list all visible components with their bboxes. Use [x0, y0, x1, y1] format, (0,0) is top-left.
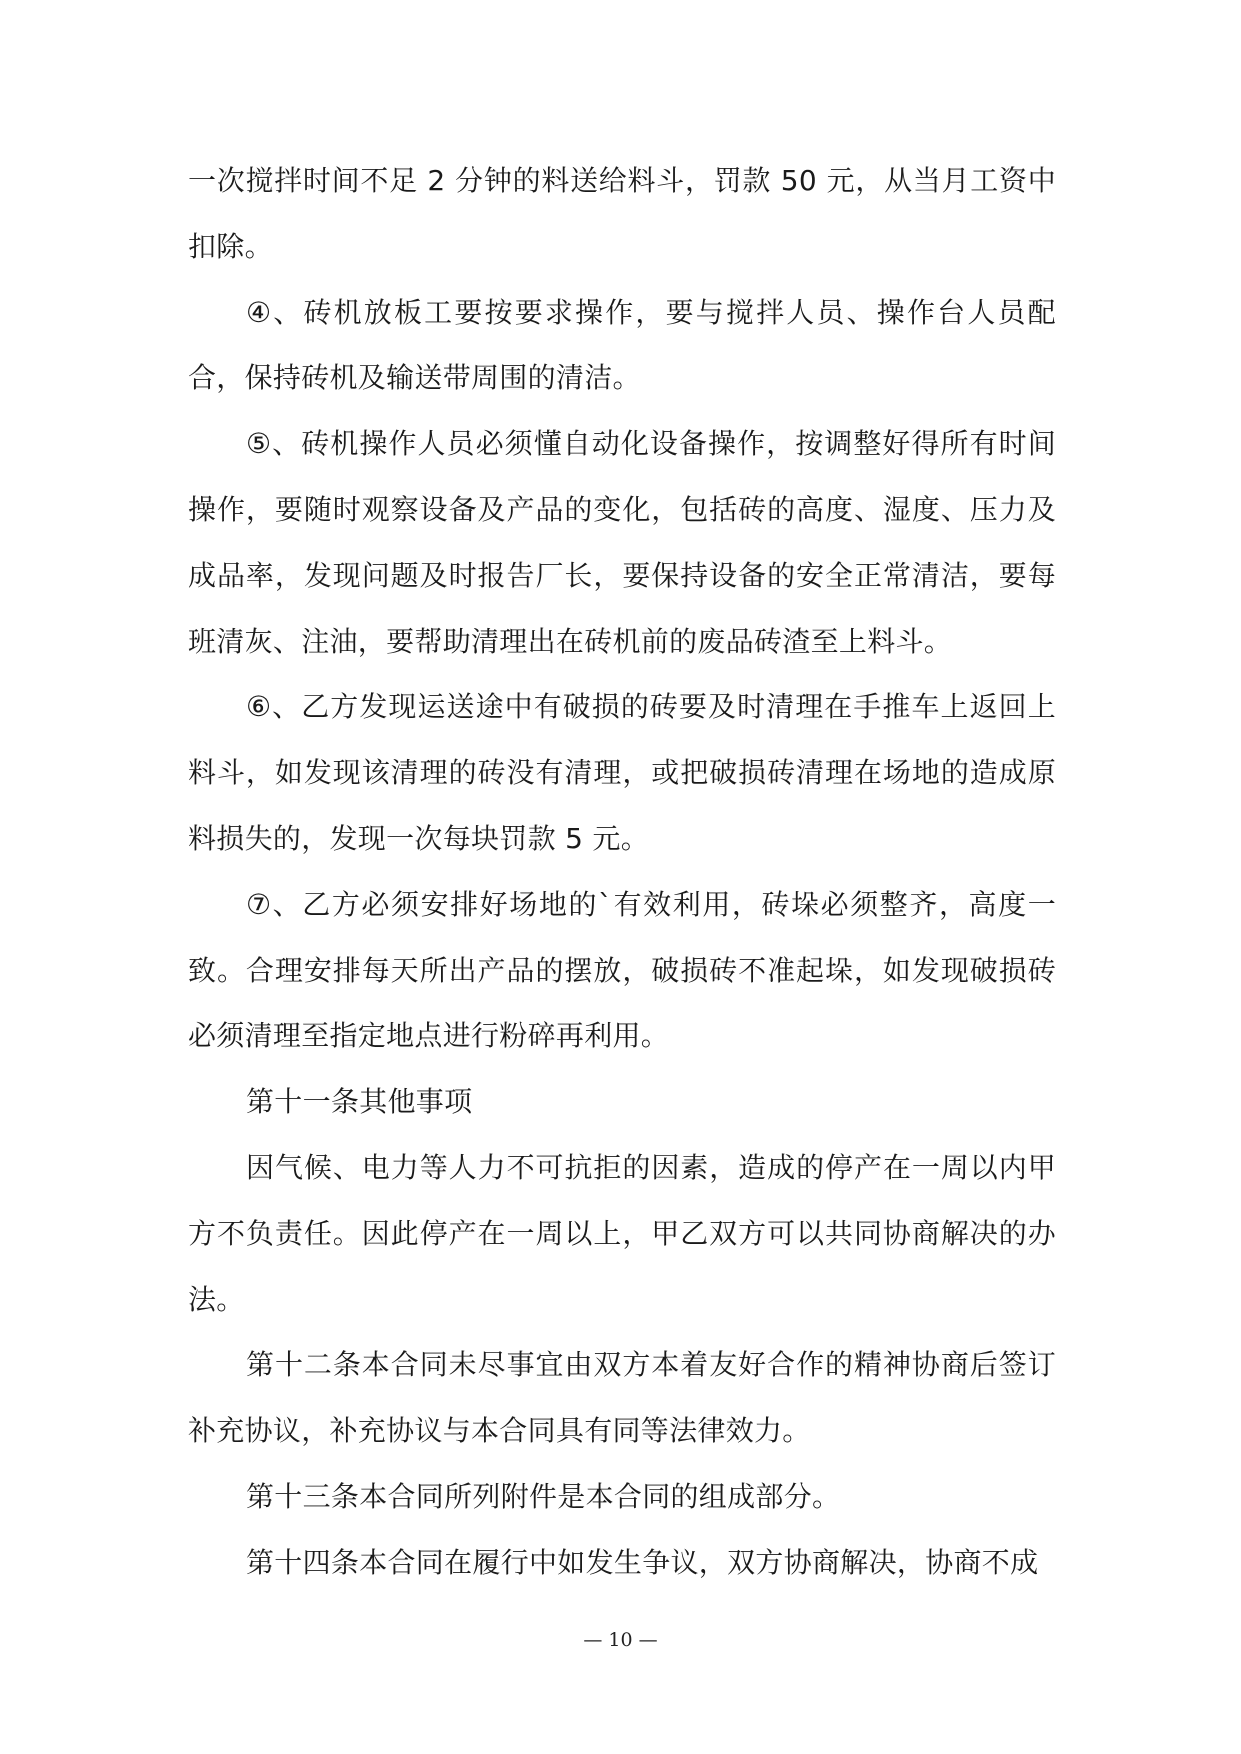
paragraph-article-14: 第十四条本合同在履行中如发生争议，双方协商解决，协商不成 [246, 1545, 1039, 1579]
section-heading-article-11: 第十一条其他事项 [246, 1085, 473, 1119]
paragraph-5: ⑦、乙方必须安排好场地的`有效利用，砖垛必须整齐，高度一致。合理安排每天所出产品的摆放，破损砖不准起垛，如发现破损砖必须清理至指定地点进行粉碎再利用。 [188, 887, 1056, 1053]
paragraph-3: ⑤、砖机操作人员必须懂自动化设备操作，按调整好得所有时间操作，要随时观察设备及产品的变化，包括砖的高度、湿度、压力及成品率，发现问题及时报告厂长，要保持设备的安全正常清洁，要每班清灰、注油，要帮助清理出在砖机前的废品砖渣至上料斗。 [188, 427, 1056, 658]
paragraph-2: ④、砖机放板工要按要求操作，要与搅拌人员、操作台人员配合，保持砖机及输送带周围的清洁。 [188, 295, 1056, 395]
paragraph-7: 因气候、电力等人力不可抗拒的因素，造成的停产在一周以内甲方不负责任。因此停产在一周以上，甲乙双方可以共同协商解决的办法。 [188, 1150, 1056, 1316]
document-body [188, 148, 1056, 1596]
paragraph-1: 一次搅拌时间不足 2 分钟的料送给料斗，罚款 50 元，从当月工资中扣除。 [188, 164, 1056, 263]
paragraph-article-12: 第十二条本合同未尽事宜由双方本着友好合作的精神协商后签订补充协议，补充协议与本合同具有同等法律效力。 [188, 1348, 1056, 1448]
paragraph-article-13: 第十三条本合同所列附件是本合同的组成部分。 [246, 1479, 841, 1513]
page-number: — 10 — [583, 1629, 658, 1651]
paragraph-4: ⑥、乙方发现运送途中有破损的砖要及时清理在手推车上返回上料斗，如发现该清理的砖没有清理，或把破损砖清理在场地的造成原料损失的，发现一次每块罚款 5 元。 [188, 690, 1056, 855]
